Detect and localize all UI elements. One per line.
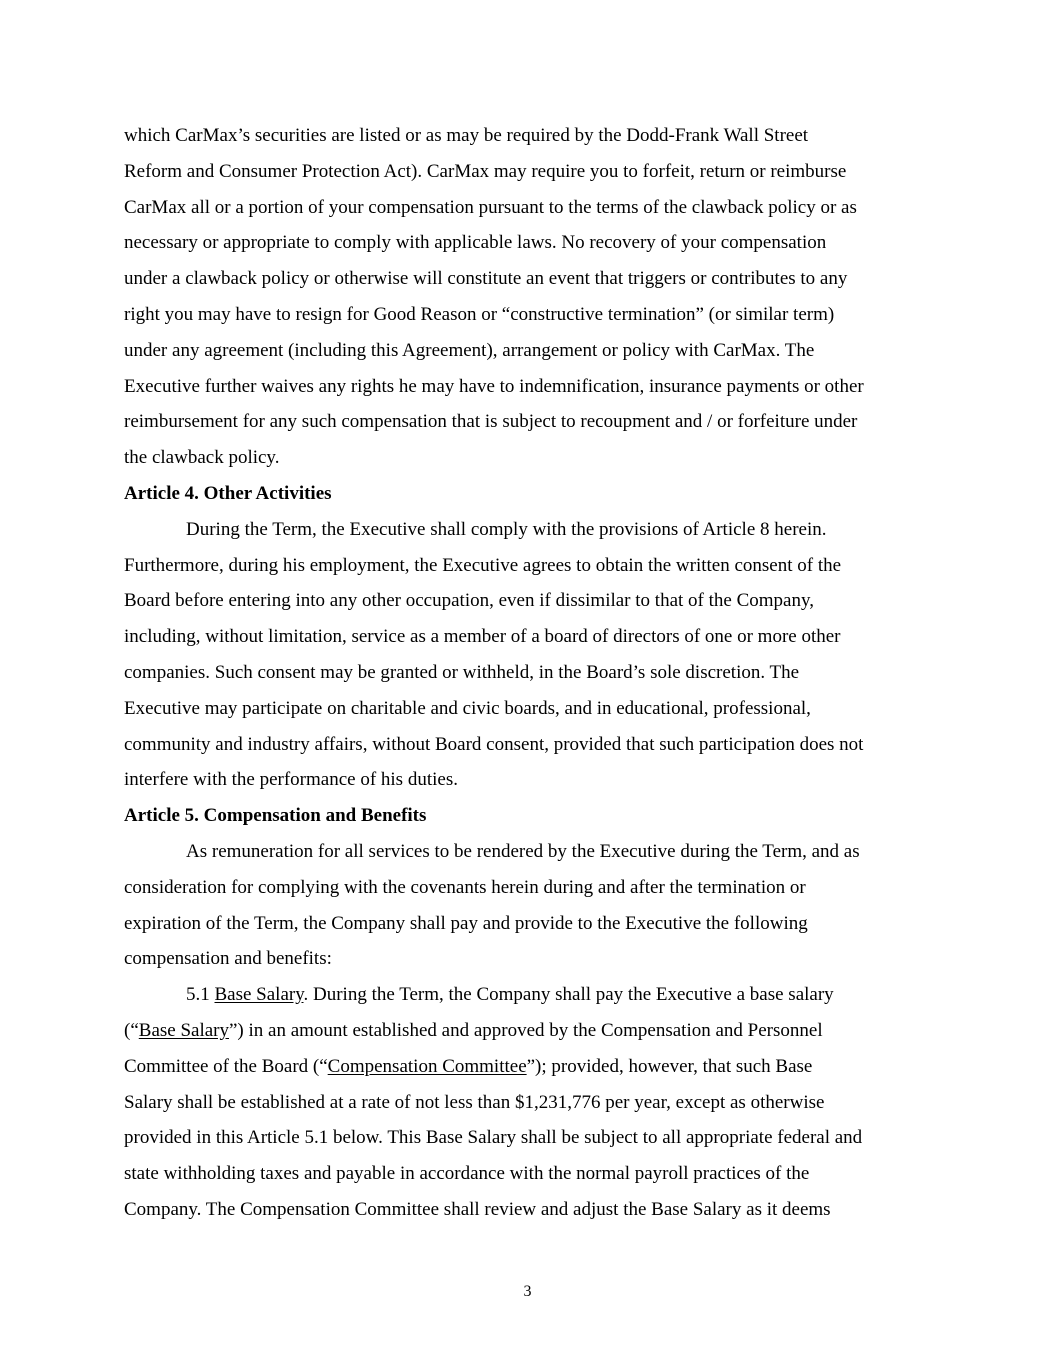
- text-line: Executive further waives any rights he may have to indemnification, insurance payments or other: [124, 375, 864, 397]
- text-line: the clawback policy.: [124, 447, 280, 469]
- defined-term-base-salary: Base Salary: [138, 1019, 229, 1041]
- text-line: reimbursement for any such compensation that is subject to recoupment and / or forfeiture under: [124, 411, 858, 433]
- text-line: interfere with the performance of his duties.: [124, 769, 458, 791]
- text-line: provided in this Article 5.1 below. This Base Salary shall be subject to all appropriate federal and: [124, 1127, 863, 1149]
- text-line: necessary or appropriate to comply with applicable laws. No recovery of your compensation: [124, 232, 827, 254]
- text-line: Executive may participate on charitable and civic boards, and in educational, professional,: [124, 697, 811, 719]
- text-line: [124, 1049, 934, 1085]
- clawback-paragraph: [124, 118, 934, 476]
- text-run: Committee of the Board (“: [124, 1055, 328, 1077]
- text-line: including, without limitation, service as a member of a board of directors of one or more other: [124, 626, 841, 648]
- article-5-paragraph: [124, 834, 934, 977]
- defined-term-compensation-committee: Compensation Committee: [327, 1055, 527, 1077]
- text-line: Reform and Consumer Protection Act). CarMax may require you to forfeit, return or reimburse: [124, 160, 847, 182]
- text-line: During the Term, the Executive shall comply with the provisions of Article 8 herein.: [186, 518, 827, 540]
- text-line: Salary shall be established at a rate of not less than $1,231,776 per year, except as otherwise: [124, 1091, 825, 1113]
- text-run: . During the Term, the Company shall pay the Executive a base salary: [303, 984, 834, 1006]
- text-line: under a clawback policy or otherwise will constitute an event that triggers or contributes to any: [124, 268, 848, 290]
- text-line: community and industry affairs, without Board consent, provided that such participation does not: [124, 733, 864, 755]
- page-number: 3: [523, 1283, 532, 1300]
- text-line: [124, 977, 934, 1013]
- article-4-paragraph: [124, 512, 934, 798]
- article-5-heading: Article 5. Compensation and Benefits: [124, 805, 427, 827]
- text-line: As remuneration for all services to be rendered by the Executive during the Term, and as: [186, 840, 860, 862]
- text-line: right you may have to resign for Good Reason or “constructive termination” (or similar term): [124, 303, 835, 325]
- text-line: CarMax all or a portion of your compensation pursuant to the terms of the clawback policy or as: [124, 196, 857, 218]
- text-run: (“: [124, 1019, 139, 1041]
- article-4-heading: Article 4. Other Activities: [124, 482, 332, 504]
- document-body: [124, 118, 934, 1228]
- text-line: expiration of the Term, the Company shall pay and provide to the Executive the following: [124, 912, 808, 934]
- text-line: compensation and benefits:: [124, 948, 332, 970]
- text-line: consideration for complying with the covenants herein during and after the termination or: [124, 876, 806, 898]
- section-number: 5.1: [186, 984, 215, 1006]
- text-line: Furthermore, during his employment, the Executive agrees to obtain the written consent of the: [124, 554, 842, 576]
- text-line: Board before entering into any other occupation, even if dissimilar to that of the Company,: [124, 590, 814, 612]
- text-run: ”) in an amount established and approved by the Compensation and Personnel: [229, 1019, 823, 1041]
- text-line: [124, 1013, 934, 1049]
- text-line: state withholding taxes and payable in accordance with the normal payroll practices of the: [124, 1163, 810, 1185]
- text-line: which CarMax’s securities are listed or as may be required by the Dodd-Frank Wall Street: [124, 125, 809, 146]
- section-title-base-salary: Base Salary: [214, 984, 304, 1006]
- text-line: under any agreement (including this Agreement), arrangement or policy with CarMax. The: [124, 339, 815, 361]
- section-5-1-paragraph: [124, 977, 934, 1228]
- text-line: Company. The Compensation Committee shall review and adjust the Base Salary as it deems: [124, 1198, 831, 1220]
- text-run: ”); provided, however, that such Base: [526, 1055, 813, 1077]
- text-line: companies. Such consent may be granted or withheld, in the Board’s sole discretion. The: [124, 661, 800, 683]
